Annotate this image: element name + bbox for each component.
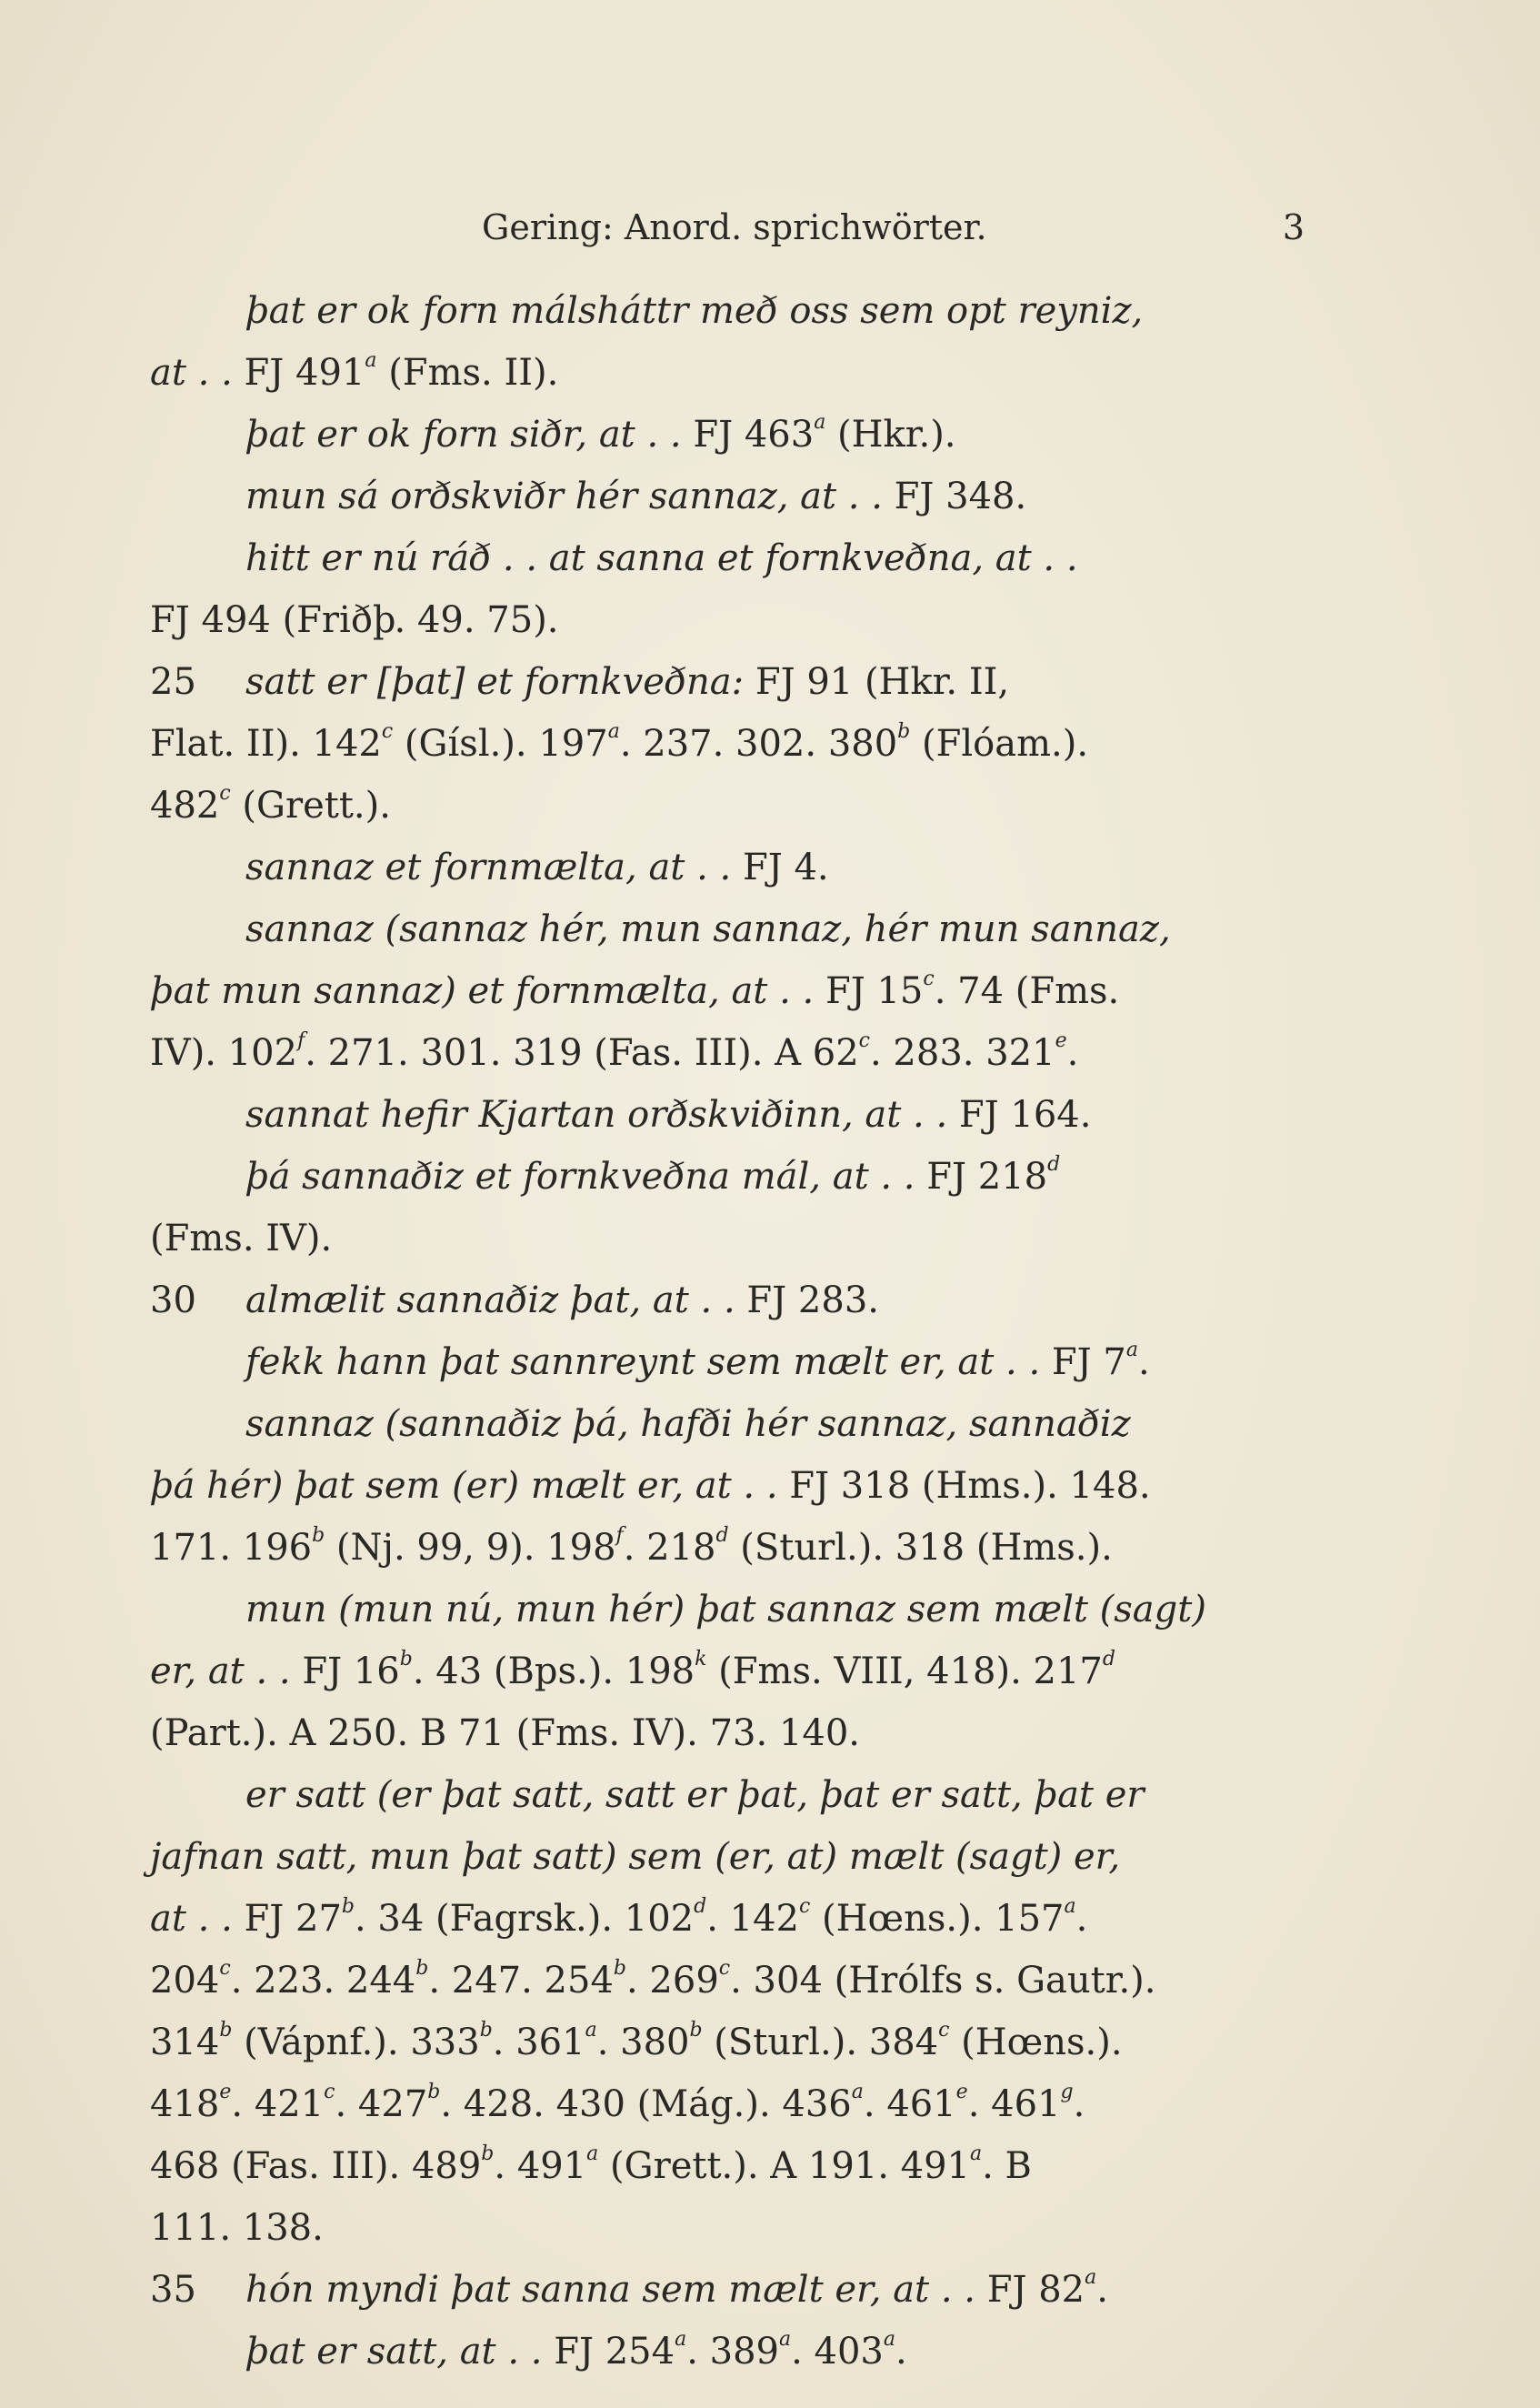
superscript: c	[799, 1895, 811, 1919]
text-span: FJ 494 (Friðþ. 49. 75).	[150, 599, 559, 641]
superscript: d	[1047, 1153, 1061, 1177]
text-span: FJ 348.	[894, 476, 1027, 517]
text-span: almælit sannaðiz þat, at . .	[245, 1279, 735, 1321]
text-span: .	[1073, 2083, 1085, 2125]
text-span: . 43 (Bps.). 198	[412, 1650, 695, 1692]
text-span: .	[1096, 2269, 1108, 2311]
text-span: . 361	[492, 2022, 585, 2063]
text-span: FJ 91 (Hkr. II,	[755, 661, 1010, 703]
text-span: jafnan satt, mun þat satt) sem (er, at) mælt (sagt) er,	[150, 1836, 1121, 1878]
text-line	[150, 1022, 1305, 1084]
text-span: sannaz (sannaðiz þá, hafði hér sannaz, sannaðiz	[245, 1403, 1131, 1445]
text-span: FJ 463	[693, 414, 815, 456]
page-number: 3	[1282, 207, 1305, 247]
superscript: b	[312, 1524, 325, 1548]
superscript: c	[219, 1957, 231, 1981]
superscript: a	[778, 2328, 792, 2352]
text-span: 482	[150, 785, 220, 827]
superscript: b	[689, 2019, 703, 2042]
text-span: . 237. 302. 380	[619, 723, 898, 765]
line-number: 35	[150, 2269, 196, 2311]
text-span: . 427	[335, 2083, 428, 2125]
text-span: þá hér) þat sem (er) mælt er, at . .	[150, 1465, 778, 1507]
text-span: . 421	[231, 2083, 325, 2125]
text-span: . 304 (Hrólfs s. Gautr.).	[730, 1960, 1156, 2002]
superscript: d	[1102, 1648, 1115, 1671]
text-span: hitt er nú ráð . . at sanna et fornkveðna, at . .	[245, 537, 1078, 579]
text-span: . 491	[494, 2145, 587, 2187]
text-line	[150, 589, 1305, 651]
running-header	[150, 207, 1305, 262]
superscript: c	[324, 2081, 335, 2104]
superscript: a	[607, 720, 620, 744]
superscript: b	[341, 1895, 355, 1919]
text-span: . 428. 430 (Mág.). 436	[440, 2083, 852, 2125]
text-span: satt er [þat] et fornkveðna:	[245, 661, 745, 703]
text-span: (Nj. 99, 9). 198	[325, 1527, 616, 1569]
text-line	[150, 898, 1305, 960]
superscript: b	[613, 1957, 626, 1981]
text-span: FJ 82	[986, 2269, 1085, 2311]
superscript: a	[1085, 2266, 1097, 2290]
text-span: .	[1066, 1032, 1079, 1074]
text-span: FJ 15	[825, 970, 924, 1012]
text-span: (Sturl.). 384	[702, 2022, 939, 2063]
text-line	[150, 1826, 1305, 1888]
text-span: FJ 4.	[742, 847, 829, 888]
text-span: at . .	[150, 352, 233, 394]
text-line	[150, 1331, 1305, 1393]
text-span: FJ 27	[244, 1898, 342, 1940]
superscript: a	[675, 2328, 687, 2352]
text-line	[150, 775, 1305, 837]
text-span: . 461	[967, 2083, 1061, 2125]
text-span: . 218	[623, 1527, 716, 1569]
text-span: . 389	[686, 2331, 779, 2373]
superscript: c	[219, 782, 231, 806]
text-span: . 283. 321	[870, 1032, 1055, 1074]
superscript: d	[715, 1524, 729, 1548]
text-span: FJ 164.	[958, 1094, 1092, 1136]
text-span: . B	[982, 2145, 1032, 2187]
superscript: e	[1055, 1029, 1067, 1053]
text-span: .	[895, 2331, 907, 2373]
text-line	[150, 1579, 1305, 1640]
text-span: (Grett.).	[230, 785, 391, 827]
superscript: a	[814, 411, 826, 435]
text-span: (Gísl.). 197	[393, 723, 608, 765]
text-span: (Hœns.).	[949, 2022, 1123, 2063]
text-span: . 247. 254	[428, 1960, 614, 2002]
text-span: þá sannaðiz et fornkveðna mál, at . .	[245, 1156, 915, 1198]
text-line	[150, 1640, 1305, 1702]
text-span: 111. 138.	[150, 2207, 324, 2249]
text-line	[150, 1702, 1305, 1764]
text-span: (Hœns.). 157	[810, 1898, 1065, 1940]
superscript: d	[694, 1895, 707, 1919]
text-line	[150, 280, 1305, 342]
text-span: FJ 491	[244, 352, 365, 394]
superscript: f	[297, 1029, 305, 1053]
text-line	[150, 2321, 1305, 2383]
text-span: er, at . .	[150, 1650, 291, 1692]
superscript: e	[955, 2081, 968, 2104]
text-span: FJ 218	[926, 1156, 1048, 1198]
superscript: c	[718, 1957, 731, 1981]
text-line	[150, 713, 1305, 775]
text-span: (Vápnf.). 333	[232, 2022, 480, 2063]
text-line	[150, 2073, 1305, 2135]
text-line	[150, 651, 1305, 713]
text-line	[150, 2259, 1305, 2321]
text-span: sannat hefir Kjartan orðskviðinn, at . .	[245, 1094, 948, 1136]
superscript: k	[695, 1648, 707, 1671]
superscript: c	[938, 2019, 950, 2042]
text-line	[150, 2197, 1305, 2259]
superscript: g	[1060, 2081, 1074, 2104]
text-line	[150, 1269, 1305, 1331]
superscript: a	[1064, 1895, 1076, 1919]
text-line	[150, 960, 1305, 1022]
text-line	[150, 1084, 1305, 1146]
text-span: FJ 283.	[746, 1279, 879, 1321]
text-span: þat er satt, at . .	[245, 2331, 543, 2373]
text-span: fekk hann þat sannreynt sem mælt er, at . .	[245, 1341, 1041, 1383]
superscript: b	[219, 2019, 233, 2042]
text-span: . 403	[791, 2331, 884, 2373]
text-body	[150, 280, 1305, 2383]
text-span: Flat. II). 142	[150, 723, 382, 765]
text-span: FJ 7	[1051, 1341, 1126, 1383]
superscript: b	[427, 2081, 441, 2104]
superscript: a	[585, 2019, 597, 2042]
superscript: c	[923, 968, 935, 991]
text-span: þat er ok forn siðr, at . .	[245, 414, 682, 456]
text-span: FJ 16	[302, 1650, 400, 1692]
text-span: 171. 196	[150, 1527, 313, 1569]
text-line	[150, 1888, 1305, 1950]
text-span: er satt (er þat satt, satt er þat, þat er satt, þat er	[245, 1774, 1145, 1816]
text-span: FJ 318 (Hms.). 148.	[789, 1465, 1151, 1507]
text-line	[150, 1764, 1305, 1826]
text-line	[150, 1146, 1305, 1208]
text-span: at . .	[150, 1898, 233, 1940]
text-span: . 271. 301. 319 (Fas. III). A 62	[305, 1032, 859, 1074]
superscript: b	[399, 1648, 413, 1671]
text-span: (Fms. VIII, 418). 217	[706, 1650, 1103, 1692]
text-span: hón myndi þat sanna sem mælt er, at . .	[245, 2269, 975, 2311]
running-title: Gering: Anord. sprichwörter.	[482, 207, 987, 247]
text-line	[150, 1208, 1305, 1269]
text-span: IV). 102	[150, 1032, 298, 1074]
text-span: (Fms. IV).	[150, 1218, 333, 1259]
superscript: f	[615, 1524, 624, 1548]
text-span: 204	[150, 1960, 220, 2002]
text-span: . 74 (Fms.	[934, 970, 1120, 1012]
line-number: 30	[150, 1279, 196, 1321]
text-line	[150, 837, 1305, 898]
superscript: b	[897, 720, 911, 744]
text-span: þat er ok forn málsháttr með oss sem opt reyniz,	[245, 290, 1144, 332]
superscript: b	[479, 2019, 493, 2042]
text-span: FJ 254	[554, 2331, 675, 2373]
text-line	[150, 342, 1305, 404]
text-span: sannaz (sannaz hér, mun sannaz, hér mun sannaz,	[245, 908, 1171, 950]
text-span: 418	[150, 2083, 220, 2125]
text-span: .	[1075, 1898, 1088, 1940]
text-span: .	[1137, 1341, 1150, 1383]
text-span: (Sturl.). 318 (Hms.).	[728, 1527, 1113, 1569]
text-span: (Flóam.).	[910, 723, 1089, 765]
text-line	[150, 2135, 1305, 2197]
text-line	[150, 1393, 1305, 1455]
text-span: . 380	[596, 2022, 690, 2063]
superscript: a	[365, 349, 377, 373]
text-span: (Grett.). A 191. 491	[598, 2145, 970, 2187]
text-span: 468 (Fas. III). 489	[150, 2145, 482, 2187]
text-span: (Part.). A 250. B 71 (Fms. IV). 73. 140.	[150, 1712, 860, 1754]
text-span: . 223. 244	[230, 1960, 416, 2002]
superscript: b	[415, 1957, 429, 1981]
superscript: a	[970, 2142, 983, 2166]
text-line	[150, 1455, 1305, 1517]
text-span: . 34 (Fagrsk.). 102	[355, 1898, 695, 1940]
text-span: . 269	[626, 1960, 719, 2002]
superscript: a	[1125, 1339, 1138, 1362]
superscript: a	[851, 2081, 864, 2104]
text-span: mun sá orðskviðr hér sannaz, at . .	[245, 476, 883, 517]
text-line	[150, 1950, 1305, 2012]
text-span: . 461	[863, 2083, 956, 2125]
text-line	[150, 404, 1305, 466]
superscript: a	[883, 2328, 895, 2352]
text-span: mun (mun nú, mun hér) þat sannaz sem mælt (sagt)	[245, 1589, 1206, 1630]
superscript: e	[219, 2081, 232, 2104]
text-span: (Hkr.).	[837, 414, 956, 456]
superscript: a	[586, 2142, 599, 2166]
text-span: 314	[150, 2022, 220, 2063]
text-span: sannaz et fornmælta, at . .	[245, 847, 732, 888]
text-line	[150, 527, 1305, 589]
superscript: b	[481, 2142, 495, 2166]
text-span: þat mun sannaz) et fornmælta, at . .	[150, 970, 815, 1012]
superscript: c	[858, 1029, 870, 1053]
text-span: (Fms. II).	[388, 352, 559, 394]
text-line	[150, 466, 1305, 527]
text-span: . 142	[706, 1898, 799, 1940]
line-number: 25	[150, 661, 196, 703]
text-line	[150, 2012, 1305, 2073]
text-line	[150, 1517, 1305, 1579]
superscript: c	[381, 720, 394, 744]
